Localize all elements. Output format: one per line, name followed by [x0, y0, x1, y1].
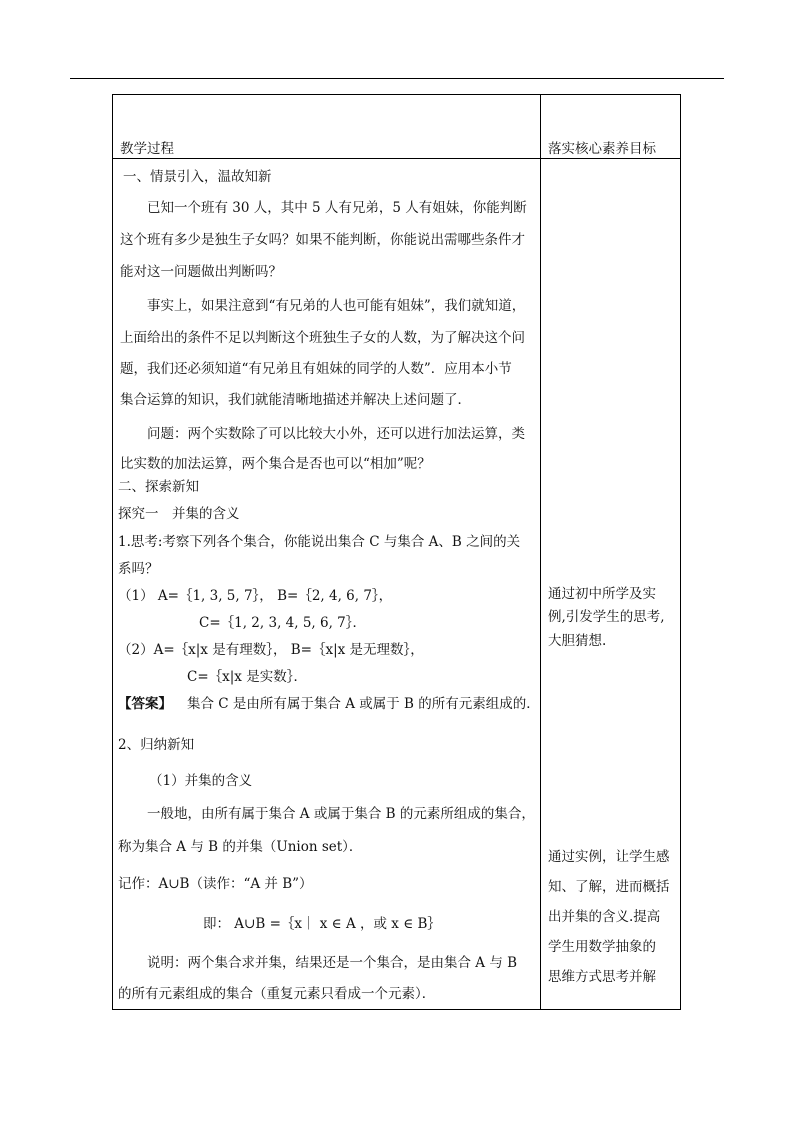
column-divider [540, 95, 541, 1009]
note-line: 的所有元素组成的集合（重复元素只看成一个元素）． [118, 986, 436, 1002]
goal-line: 例,引发学生的思考, [548, 609, 665, 625]
answer-label: 【答案】 [118, 696, 172, 712]
paragraph-line: 题，我们还必须知道“有兄弟且有姐妹的同学的人数”．应用本小节 [120, 361, 512, 377]
section-title-intro: 一、情景引入，温故知新 [123, 169, 272, 185]
definition-line: 称为集合 A 与 B 的并集（Union set）． [118, 839, 363, 855]
paragraph-line: 这个班有多少是独生子女吗？如果不能判断，你能说出需哪些条件才 [120, 232, 525, 248]
paragraph-line: 集合运算的知识，我们就能清晰地描述并解决上述问题了． [120, 392, 471, 408]
definition-line: 一般地，由所有属于集合 A 或属于集合 B 的元素所组成的集合， [147, 806, 535, 822]
page-header-rule [70, 78, 724, 79]
union-notation: 记作：A∪B（读作：“A 并 B”） [118, 876, 313, 892]
section-title-explore: 二、探索新知 [118, 479, 199, 495]
paragraph-line: 上面给出的条件不足以判断这个班独生子女的人数，为了解决这个问 [120, 330, 525, 346]
example-1-sets-ab: （1） A=｛1, 3, 5, 7｝， B=｛2, 4, 6, 7｝， [118, 588, 393, 604]
goal-line: 大胆猜想. [548, 633, 607, 649]
goal-line: 知、了解，进而概括 [548, 879, 670, 895]
example-2-set-c: C=｛x|x 是实数｝． [187, 669, 307, 685]
goal-line: 通过初中所学及实 [548, 586, 656, 602]
goal-line: 思维方式思考并解 [548, 969, 656, 985]
paragraph-line: 比实数的加法运算，两个集合是否也可以“相加”呢？ [120, 456, 431, 472]
header-row-divider [113, 158, 680, 159]
goal-line: 学生用数学抽象的 [548, 939, 656, 955]
paragraph-line: 事实上，如果注意到“有兄弟的人也可能有姐妹”，我们就知道， [147, 298, 526, 314]
goal-line: 通过实例，让学生感 [548, 849, 670, 865]
paragraph-line: 问题：两个实数除了可以比较大小外，还可以进行加法运算，类 [147, 426, 525, 442]
goal-line: 出并集的含义.提高 [548, 909, 661, 925]
example-2-sets-ab: （2）A=｛x|x 是有理数｝， B=｛x|x 是无理数｝， [118, 642, 424, 658]
paragraph-line: 已知一个班有 30 人，其中 5 人有兄弟，5 人有姐妹，你能判断 [147, 200, 527, 216]
union-subheading: （1）并集的含义 [149, 773, 253, 789]
lesson-table [112, 94, 681, 1010]
union-formula: 即： A∪B =｛x｜ x ∈ A ，或 x ∈ B｝ [203, 916, 441, 932]
think-question-line: 系吗？ [118, 561, 159, 577]
note-line: 说明：两个集合求并集，结果还是一个集合，是由集合 A 与 B [147, 955, 518, 971]
section-title-summary: 2、归纳新知 [118, 737, 195, 753]
explore-heading: 探究一 并集的含义 [118, 506, 240, 522]
paragraph-line: 能对这一问题做出判断吗？ [120, 264, 282, 280]
header-teaching-process: 教学过程 [120, 141, 174, 157]
example-1-set-c: C=｛1, 2, 3, 4, 5, 6, 7｝． [199, 615, 367, 631]
answer-text: 集合 C 是由所有属于集合 A 或属于 B 的所有元素组成的． [187, 696, 540, 712]
header-core-goals: 落实核心素养目标 [548, 141, 656, 157]
think-question-line: 1.思考:考察下列各个集合，你能说出集合 C 与集合 A、B 之间的关 [118, 534, 521, 550]
